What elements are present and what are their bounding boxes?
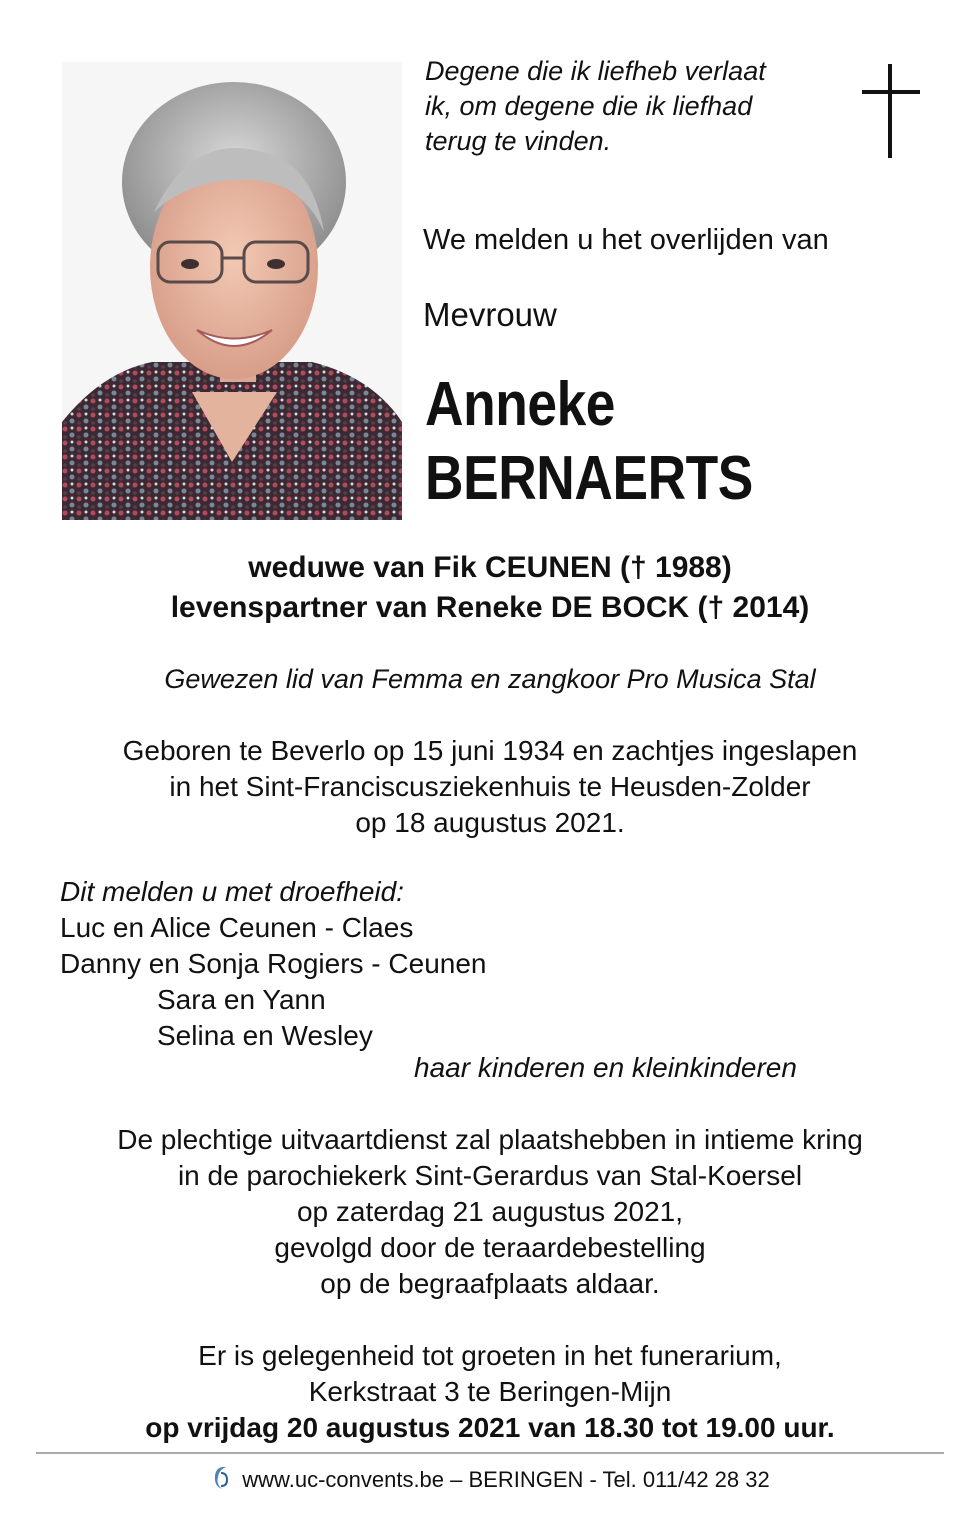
grandchild: Selina en Wesley: [157, 1020, 373, 1051]
deceased-name: [425, 368, 753, 516]
announcement-intro: We melden u het overlijden van: [423, 224, 829, 256]
footer-divider: [36, 1452, 944, 1454]
quote-line: ik, om degene die ik liefhad: [425, 91, 753, 121]
visitation-line: Kerkstraat 3 te Beringen-Mijn: [308, 1376, 672, 1407]
funeral-line: De plechtige uitvaartdienst zal plaatshebben in intieme kring: [117, 1124, 863, 1155]
info-line: in het Sint-Franciscusziekenhuis te Heusden-Zolder: [169, 771, 811, 802]
funeral-line: op de begraafplaats aldaar.: [320, 1268, 660, 1299]
first-name: Anneke: [425, 370, 616, 439]
mourner-family: Luc en Alice Ceunen - Claes: [60, 912, 414, 943]
funeral-home-logo-icon: [210, 1464, 232, 1492]
footer-contact[interactable]: www.uc-convents.be – BERINGEN - Tel. 011/42 28 32: [242, 1467, 770, 1492]
birth-death-info: [0, 733, 980, 841]
visitation-info: [0, 1338, 980, 1446]
footer: [0, 1464, 980, 1493]
grandchild: Sara en Yann: [157, 984, 326, 1015]
funeral-info: [0, 1122, 980, 1302]
mourner-family: Danny en Sonja Rogiers - Ceunen: [60, 948, 487, 979]
quote-line: Degene die ik liefheb verlaat: [425, 56, 766, 86]
relations: [0, 548, 980, 628]
mourners-list: [60, 874, 486, 1054]
funeral-line: op zaterdag 21 augustus 2021,: [296, 1196, 684, 1227]
memorial-quote: [425, 54, 845, 159]
cross-icon: [862, 64, 920, 158]
relation-line: levenspartner van Reneke DE BOCK († 2014): [170, 591, 810, 624]
funeral-line: gevolgd door de teraardebestelling: [274, 1232, 706, 1263]
info-line: op 18 augustus 2021.: [355, 807, 625, 838]
mourners-caption: haar kinderen en kleinkinderen: [414, 1052, 797, 1083]
visitation-line: Er is gelegenheid tot groeten in het funerarium,: [198, 1340, 782, 1371]
relation-line: weduwe van Fik CEUNEN († 1988): [248, 551, 732, 584]
mourners-heading: Dit melden u met droefheid:: [60, 876, 404, 907]
quote-line: terug te vinden.: [425, 126, 612, 156]
visitation-time: op vrijdag 20 augustus 2021 van 18.30 tot 19.00 uur.: [145, 1412, 835, 1443]
funeral-line: in de parochiekerk Sint-Gerardus van Stal-Koersel: [177, 1160, 803, 1191]
portrait-photo: [62, 62, 402, 520]
honorific: Mevrouw: [423, 296, 557, 333]
membership: Gewezen lid van Femma en zangkoor Pro Musica Stal: [164, 664, 816, 694]
info-line: Geboren te Beverlo op 15 juni 1934 en zachtjes ingeslapen: [122, 735, 858, 766]
last-name: BERNAERTS: [425, 444, 753, 513]
